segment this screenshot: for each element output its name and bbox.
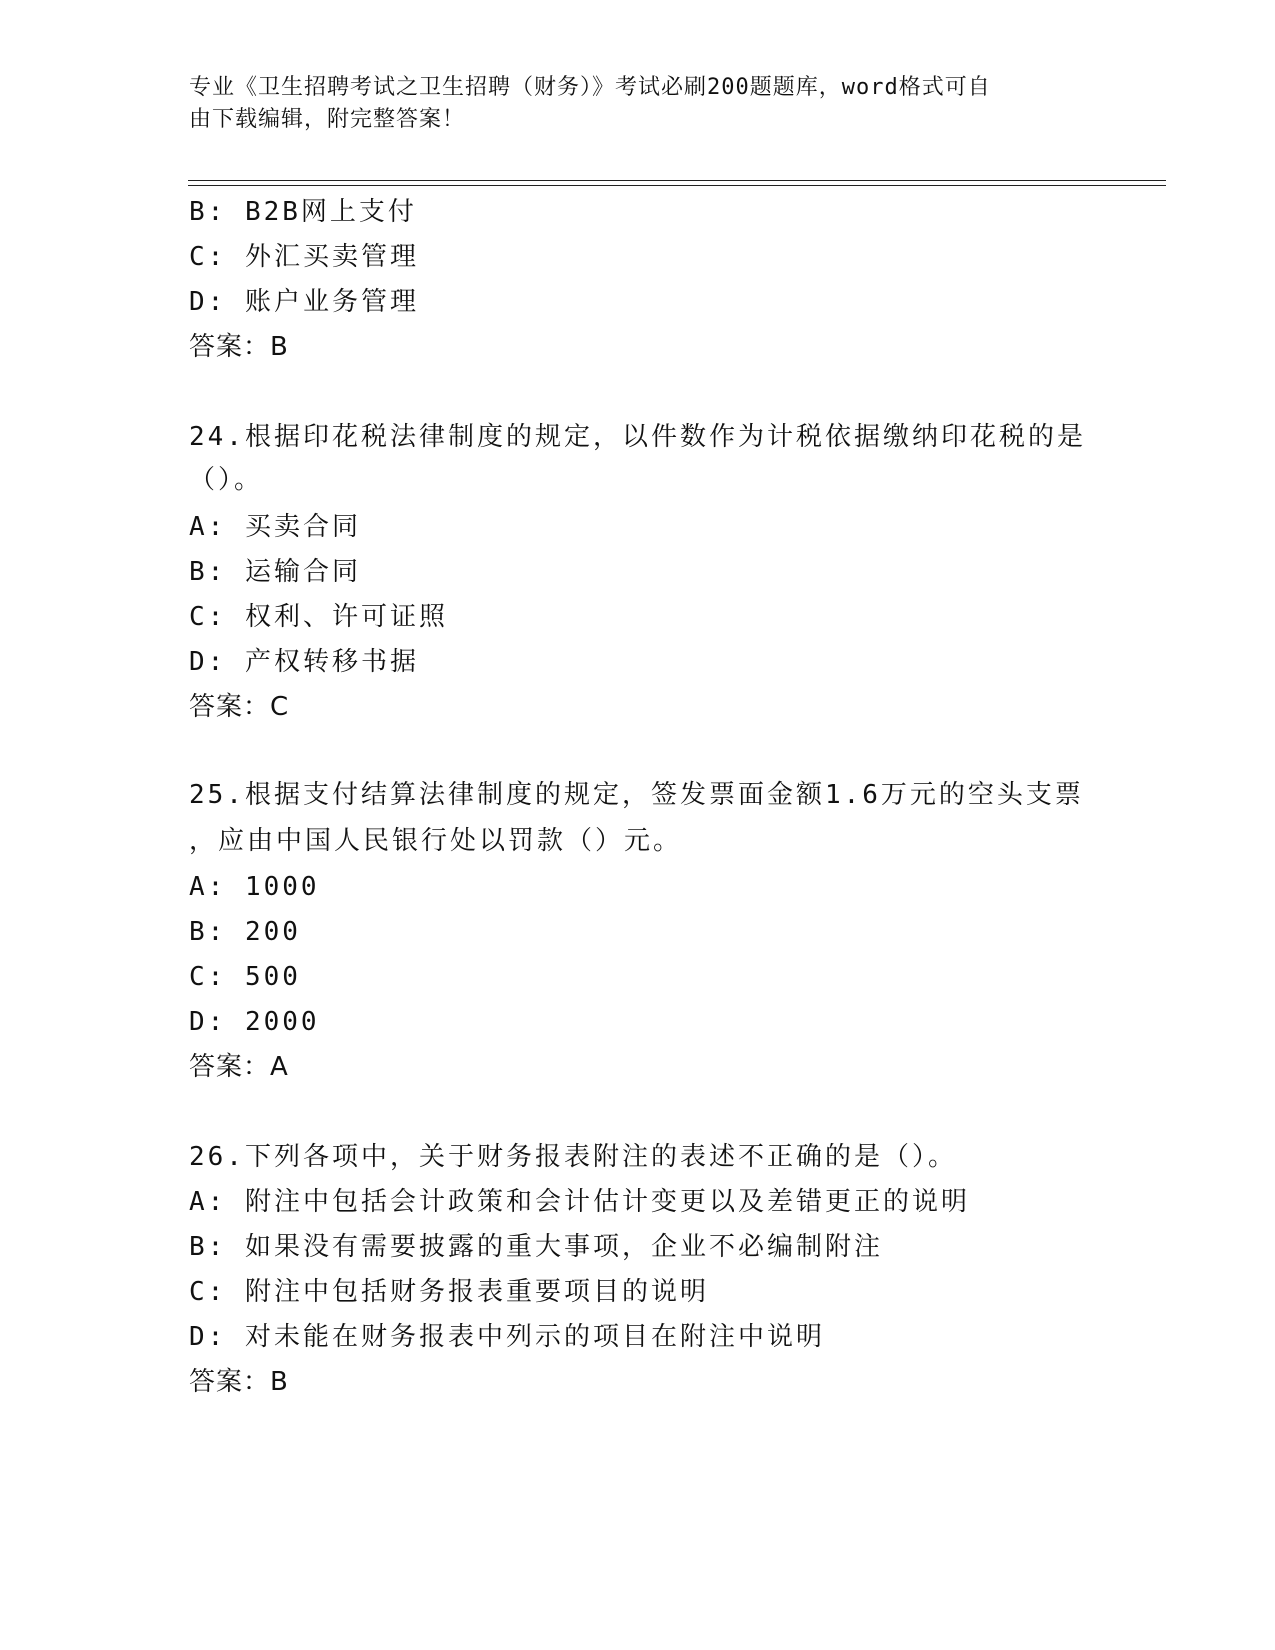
q24-option-a: A: 买卖合同 [189, 512, 361, 542]
q24-answer: 答案：C [189, 692, 290, 722]
q25-stem-line-2: ，应由中国人民银行处以罚款（）元。 [189, 826, 683, 856]
q24-option-c: C: 权利、许可证照 [189, 602, 448, 632]
q25-option-c: C: 500 [189, 962, 301, 992]
q24-stem-line-1: 24.根据印花税法律制度的规定，以件数作为计税依据缴纳印花税的是 [189, 422, 1086, 452]
header-divider-top [188, 180, 1166, 181]
q23-answer: 答案：B [189, 332, 289, 362]
q25-option-d: D: 2000 [189, 1007, 320, 1037]
q26-option-a: A: 附注中包括会计政策和会计估计变更以及差错更正的说明 [189, 1187, 970, 1217]
q24-option-b: B: 运输合同 [189, 557, 361, 587]
q25-option-b: B: 200 [189, 917, 301, 947]
q26-option-c: C: 附注中包括财务报表重要项目的说明 [189, 1277, 709, 1307]
q26-option-d: D: 对未能在财务报表中列示的项目在附注中说明 [189, 1322, 825, 1352]
q26-stem-line-1: 26.下列各项中，关于财务报表附注的表述不正确的是（）。 [189, 1142, 957, 1172]
q26-answer: 答案：B [189, 1367, 289, 1397]
q25-answer: 答案：A [189, 1052, 289, 1082]
document-header [189, 72, 1089, 136]
header-line-2: 由下载编辑，附完整答案！ [189, 107, 466, 132]
header-line-1: 专业《卫生招聘考试之卫生招聘（财务）》考试必刷200题题库，word格式可自 [189, 75, 991, 100]
q26-option-b: B: 如果没有需要披露的重大事项，企业不必编制附注 [189, 1232, 883, 1262]
header-divider-bottom [188, 185, 1166, 186]
q25-option-a: A: 1000 [189, 872, 320, 902]
q24-stem-line-2: （）。 [189, 465, 264, 495]
q23-option-d: D: 账户业务管理 [189, 287, 419, 317]
q24-option-d: D: 产权转移书据 [189, 647, 419, 677]
q25-stem-line-1: 25.根据支付结算法律制度的规定，签发票面金额1.6万元的空头支票 [189, 780, 1084, 810]
q23-option-c: C: 外汇买卖管理 [189, 242, 419, 272]
q23-option-b: B: B2B网上支付 [189, 197, 417, 227]
